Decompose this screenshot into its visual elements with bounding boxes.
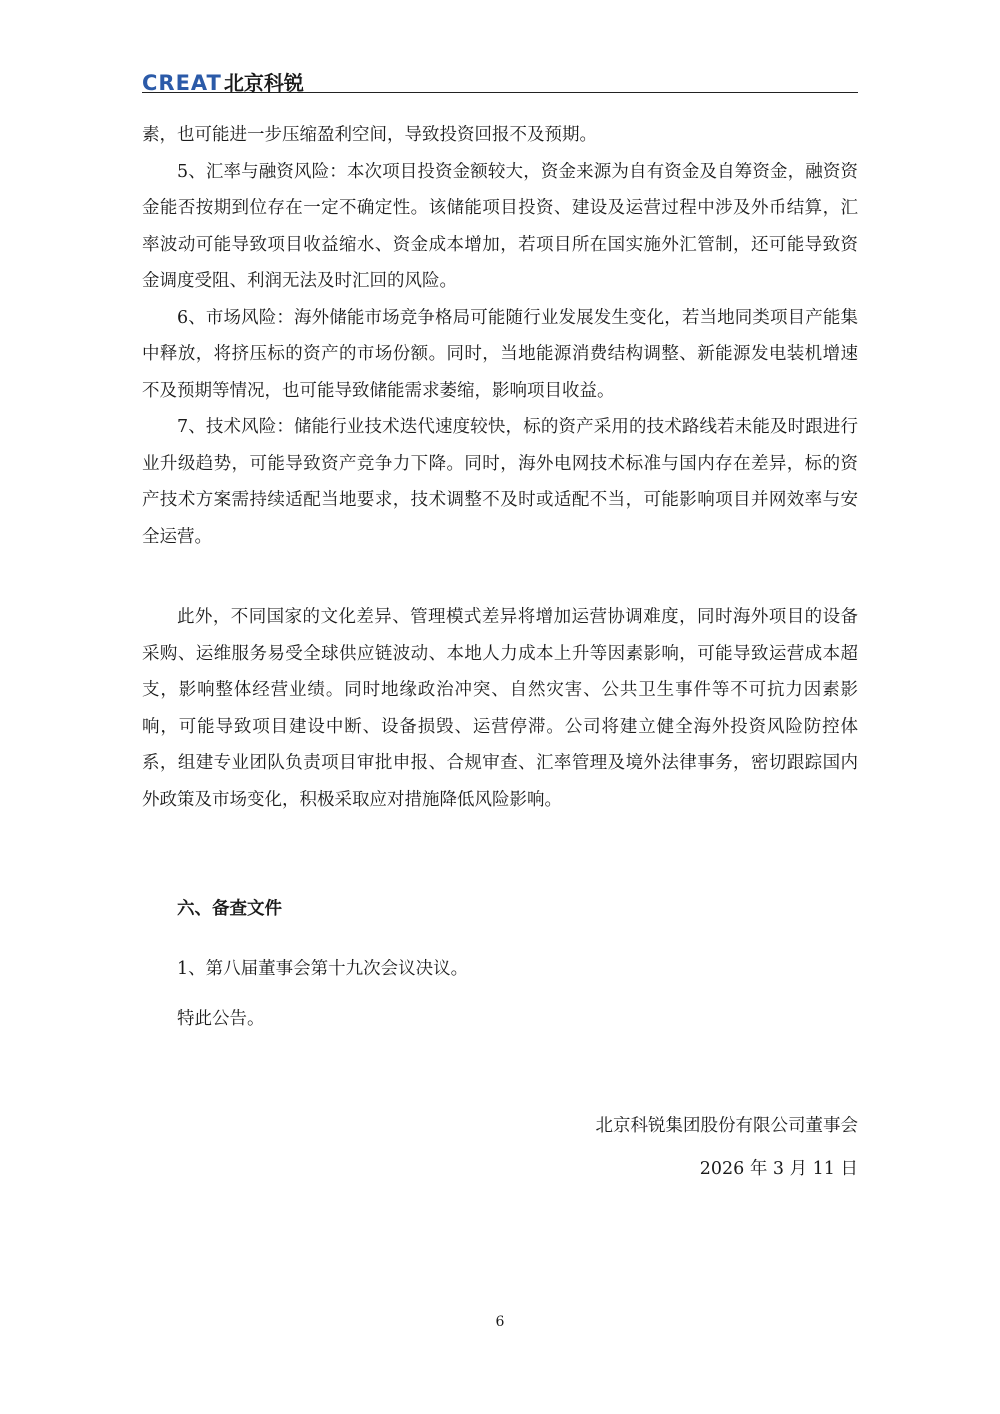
- company-logo: [142, 66, 304, 94]
- logo-chinese: 北京科锐: [223, 71, 304, 95]
- header-divider: [142, 92, 858, 93]
- risk-section: [142, 117, 858, 555]
- continuation-paragraph: 素，也可能进一步压缩盈利空间，导致投资回报不及预期。: [142, 125, 597, 145]
- additional-paragraph: 此外，不同国家的文化差异、管理模式差异将增加运营协调难度，同时海外项目的设备采购、运维服务易受全球供应链波动、本地人力成本上升等因素影响，可能导致运营成本超支，影响整体经营业绩。同时地缘政治冲突、自然灾害、公共卫生事件等不可抗力因素影响，可能导致项目建设中断、设备损毁、运营停滞。公司将建立健全海外投资风险防控体系，组建专业团队负责项目审批申报、合规审查、汇率管理及境外法律事务，密切跟踪国内外政策及市场变化，积极采取应对措施降低风险影响。: [142, 607, 858, 810]
- reference-doc-item-1: 1、第八届董事会第十九次会议决议。: [177, 959, 469, 979]
- section-heading-reference-docs: 六、备查文件: [177, 899, 282, 919]
- page-header: [142, 66, 858, 96]
- risk-item-5: 5、汇率与融资风险：本次项目投资金额较大，资金来源为自有资金及自筹资金，融资资金能否按期到位存在一定不确定性。该储能项目投资、建设及运营过程中涉及外币结算，汇率波动可能导致项目收益缩水、资金成本增加，若项目所在国实施外汇管制，还可能导致资金调度受阻、利润无法及时汇回的风险。: [142, 161, 858, 291]
- signature-date: 2026 年 3 月 11 日: [699, 1159, 858, 1179]
- logo-english: CREAT: [142, 71, 222, 95]
- additional-risk-section: [142, 599, 858, 818]
- closing-statement: 特此公告。: [177, 1009, 265, 1029]
- risk-item-7: 7、技术风险：储能行业技术迭代速度较快，标的资产采用的技术路线若未能及时跟进行业升级趋势，可能导致资产竞争力下降。同时，海外电网技术标准与国内存在差异，标的资产技术方案需持续适配当地要求，技术调整不及时或适配不当，可能影响项目并网效率与安全运营。: [142, 417, 858, 547]
- risk-item-6: 6、市场风险：海外储能市场竞争格局可能随行业发展发生变化，若当地同类项目产能集中释放，将挤压标的资产的市场份额。同时，当地能源消费结构调整、新能源发电装机增速不及预期等情况，也可能导致储能需求萎缩，影响项目收益。: [142, 307, 858, 401]
- page-number: 6: [495, 1314, 505, 1330]
- signature-company: 北京科锐集团股份有限公司董事会: [595, 1116, 858, 1136]
